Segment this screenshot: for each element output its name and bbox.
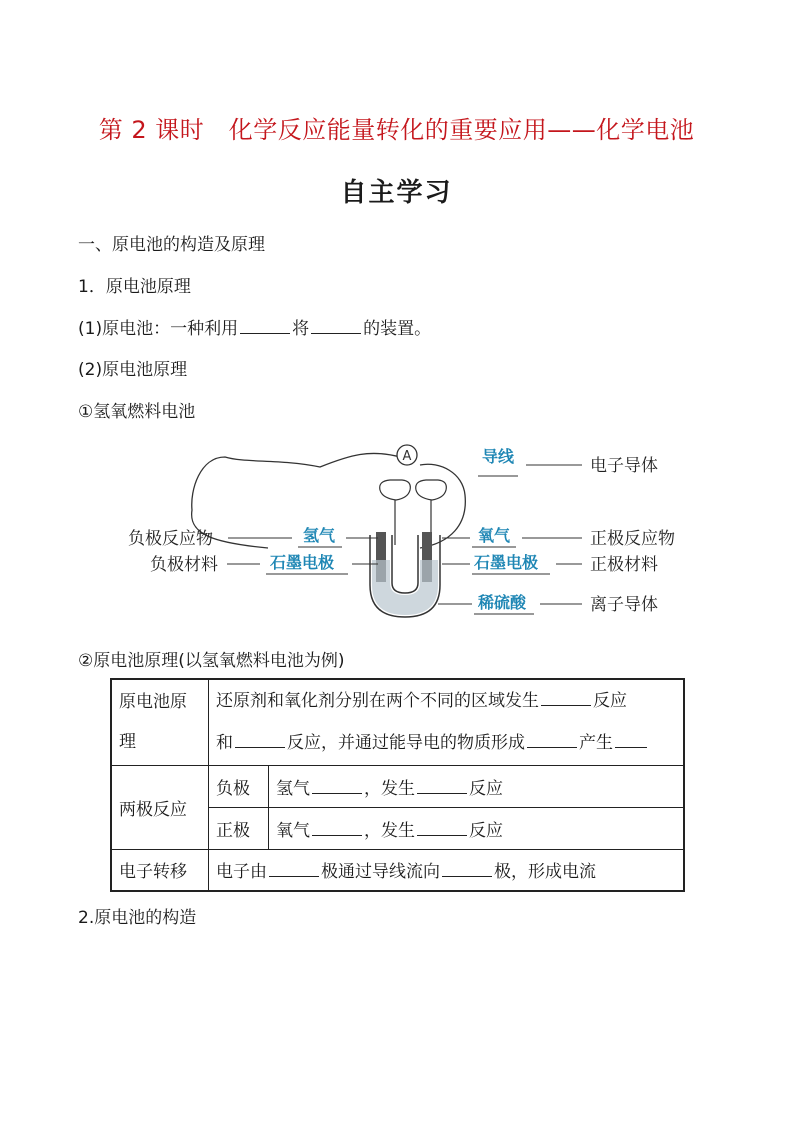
label-negative-reactant: 负极反应物 [128, 529, 213, 549]
fill-blank[interactable] [269, 862, 319, 877]
page-title: 第 2 课时 化学反应能量转化的重要应用——化学电池 [98, 116, 695, 144]
answer-wire: 导线 [482, 447, 515, 466]
fill-blank[interactable] [235, 733, 285, 748]
fill-blank[interactable] [615, 733, 647, 748]
negative-electrode-content: 氢气 ，发生 反应 [269, 765, 685, 807]
ammeter-icon [397, 445, 417, 465]
item1-1-line [78, 314, 431, 339]
item1-1-prefix: (1)原电池：一种利用 [78, 319, 239, 339]
fill-blank[interactable] [312, 821, 362, 836]
fill-blank[interactable] [312, 779, 362, 794]
electrolyte [372, 560, 438, 615]
label-positive-reactant: 正极反应物 [590, 529, 675, 549]
electron-transfer-content: 电子由 极通过导线流向 极，形成电流 [209, 849, 685, 891]
fill-blank[interactable] [311, 319, 361, 334]
row-head-electron-transfer: 电子转移 [111, 849, 209, 891]
table-row [111, 849, 684, 891]
section-heading: 自主学习 [340, 178, 453, 208]
row-head-principle: 原电池原理 [111, 679, 209, 765]
fill-blank[interactable] [240, 319, 290, 334]
fill-blank[interactable] [442, 862, 492, 877]
item1-1-middle: 将 [292, 319, 310, 339]
item1-heading: 1．原电池原理 [78, 277, 191, 297]
principle-content: 还原剂和氧化剂分别在两个不同的区域发生 反应 和 反应，并通过能导电的物质形成 产生 [209, 679, 685, 765]
fill-blank[interactable] [417, 779, 467, 794]
row-head-electrodes: 两极反应 [111, 765, 209, 849]
fill-blank[interactable] [417, 821, 467, 836]
label-ion-conductor: 离子导体 [590, 595, 658, 615]
item2-heading: 2.原电池的构造 [78, 908, 197, 928]
answer-graphite-right: 石墨电极 [474, 553, 539, 572]
answer-graphite-left: 石墨电极 [270, 553, 335, 572]
answer-dilute-sulfuric-acid: 稀硫酸 [478, 593, 527, 612]
answer-hydrogen: 氢气 [303, 526, 336, 545]
principle-table [110, 678, 685, 892]
label-positive-material: 正极材料 [590, 555, 658, 575]
positive-electrode-label: 正极 [209, 807, 269, 849]
item1-2-b-heading: ②原电池原理(以氢氧燃料电池为例) [78, 651, 345, 671]
fuel-cell-diagram [120, 435, 700, 625]
table-row [111, 679, 684, 765]
negative-electrode-label: 负极 [209, 765, 269, 807]
item1-2-heading: (2)原电池原理 [78, 360, 188, 380]
part1-heading: 一、原电池的构造及原理 [78, 235, 265, 255]
ammeter-label: A [402, 449, 412, 464]
item1-2-a-heading: ①氢氧燃料电池 [78, 402, 196, 422]
fill-blank[interactable] [541, 691, 591, 706]
answer-oxygen: 氧气 [478, 526, 511, 545]
label-electron-conductor: 电子导体 [590, 456, 658, 476]
positive-electrode-content: 氧气 ，发生 反应 [269, 807, 685, 849]
fill-blank[interactable] [527, 733, 577, 748]
label-negative-material: 负极材料 [150, 555, 218, 575]
table-row [111, 765, 684, 807]
item1-1-suffix: 的装置。 [363, 319, 432, 339]
